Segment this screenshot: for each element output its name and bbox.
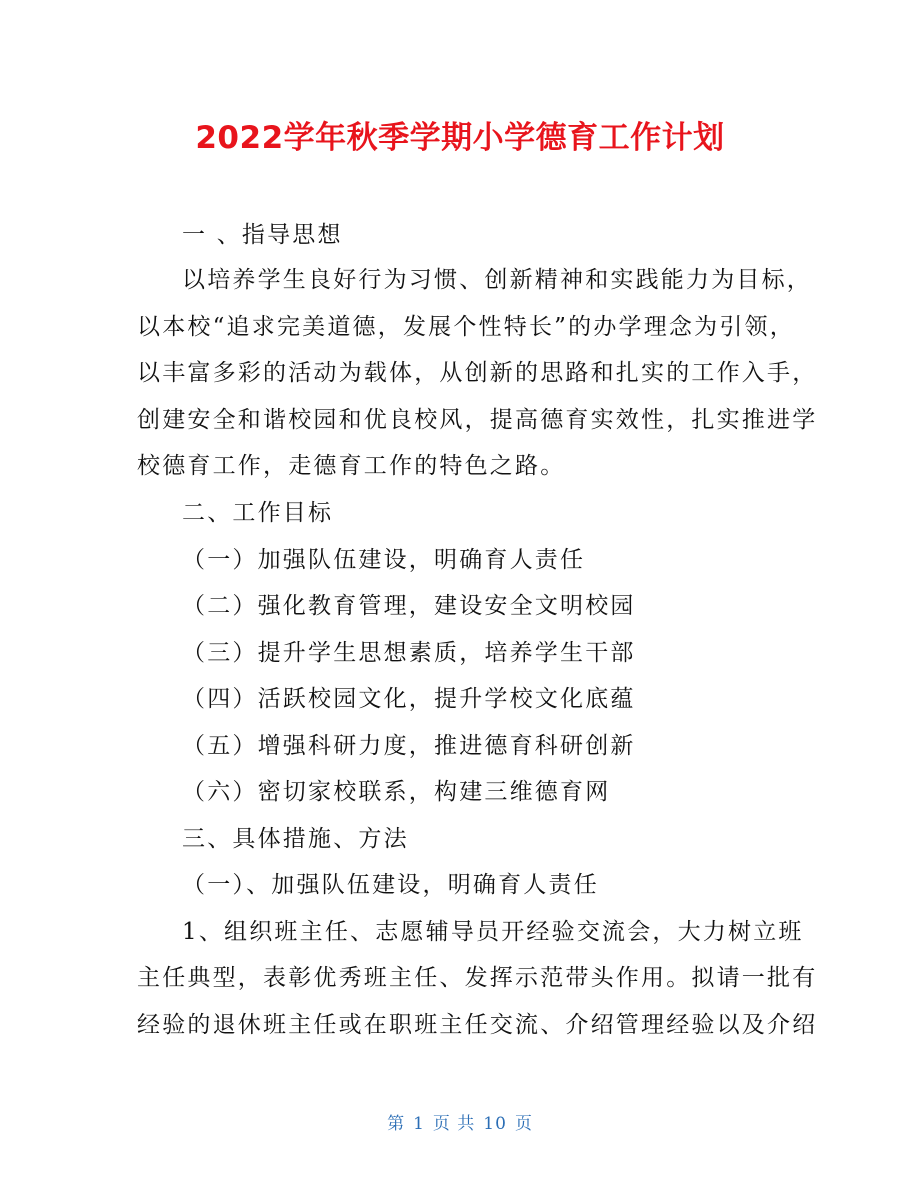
footer-suffix: 页	[514, 1114, 533, 1134]
paragraph-line: 以本校“追求完美道德，发展个性特长”的办学理念为引领，	[137, 314, 795, 340]
paragraph-line: 1、组织班主任、志愿辅导员开经验交流会，大力树立班	[182, 919, 804, 945]
goal-item: （六）密切家校联系，构建三维德育网	[182, 779, 611, 805]
section-heading-measures: 三、具体措施、方法	[182, 826, 409, 852]
goal-item: （四）活跃校园文化，提升学校文化底蕴	[182, 686, 636, 712]
paragraph-line: 主任典型，表彰优秀班主任、发挥示范带头作用。拟请一批有	[137, 965, 818, 991]
paragraph-line: 校德育工作，走德育工作的特色之路。	[137, 453, 566, 479]
page-footer	[0, 1112, 920, 1136]
subsection-heading: （一）、加强队伍建设，明确育人责任	[182, 872, 599, 898]
footer-total-pages: 10	[483, 1114, 507, 1134]
paragraph-line: 经验的退休班主任或在职班主任交流、介绍管理经验以及介绍	[137, 1012, 818, 1038]
footer-prefix: 第	[387, 1114, 406, 1134]
section-heading-work-goals: 二、工作目标	[182, 500, 334, 526]
goal-item: （三）提升学生思想素质，培养学生干部	[182, 640, 636, 666]
paragraph-line: 以培养学生良好行为习惯、创新精神和实践能力为目标，	[182, 267, 812, 293]
footer-mid: 页 共	[432, 1114, 476, 1134]
document-title: 2022学年秋季学期小学德育工作计划	[195, 120, 725, 156]
goal-item: （二）强化教育管理，建设安全文明校园	[182, 593, 636, 619]
goal-item: （一）加强队伍建设，明确育人责任	[182, 547, 586, 573]
footer-page-number: 1	[413, 1114, 425, 1134]
goal-item: （五）增强科研力度，推进德育科研创新	[182, 733, 636, 759]
paragraph-line: 创建安全和谐校园和优良校风，提高德育实效性，扎实推进学	[137, 407, 818, 433]
section-heading-guiding-thought: 一 、指导思想	[182, 222, 343, 248]
paragraph-line: 以丰富多彩的活动为载体，从创新的思路和扎实的工作入手，	[137, 360, 818, 386]
